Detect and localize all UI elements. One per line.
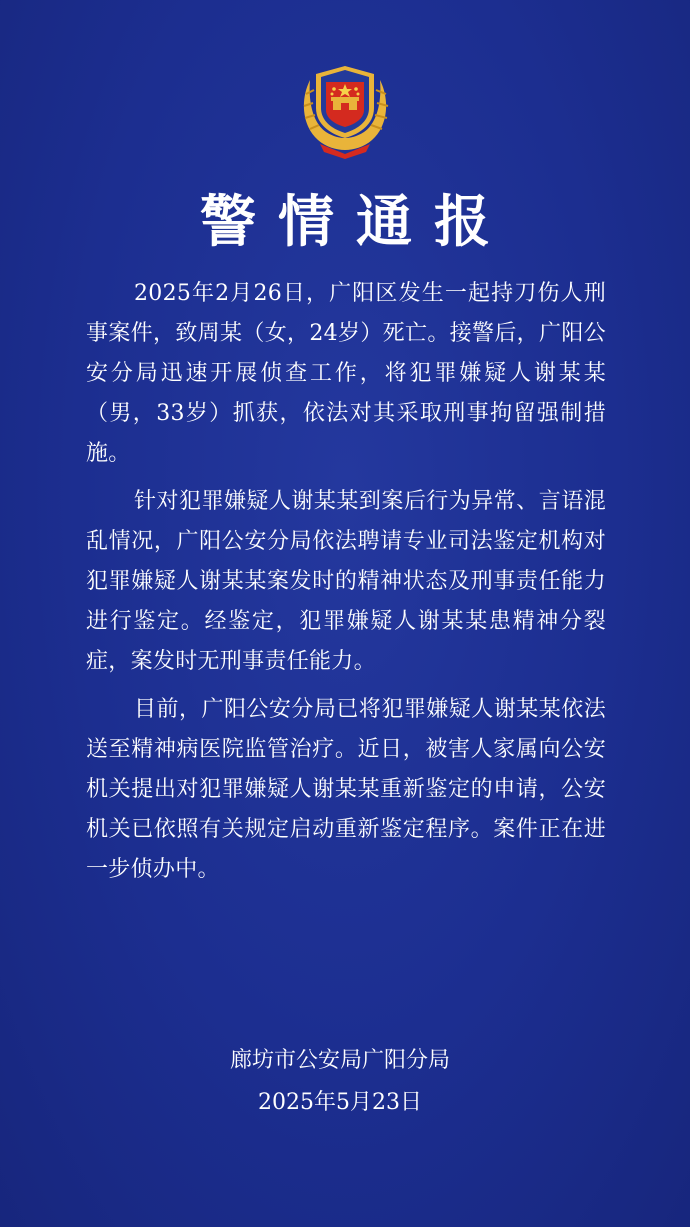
notice-body: [86, 274, 606, 898]
notice-paragraph-3: 目前，广阳公安分局已将犯罪嫌疑人谢某某依法送至精神病医院监管治疗。近日，被害人家属向公安机关提出对犯罪嫌疑人谢某某重新鉴定的申请，公安机关已依照有关规定启动重新鉴定程序。案件正在进一步侦办中。: [86, 697, 606, 882]
notice-paragraph-2: 针对犯罪嫌疑人谢某某到案后行为异常、言语混乱情况，广阳公安分局依法聘请专业司法鉴定机构对犯罪嫌疑人谢某某案发时的精神状态及刑事责任能力进行鉴定。经鉴定，犯罪嫌疑人谢某某患精神分裂症，案发时无刑事责任能力。: [86, 489, 606, 674]
signature-date: 2025年5月23日: [258, 1090, 422, 1115]
signature-organization: 廊坊市公安局广阳分局: [229, 1048, 450, 1073]
notice-paragraph-1: 2025年2月26日，广阳区发生一起持刀伤人刑事案件，致周某（女，24岁）死亡。接警后，广阳公安分局迅速开展侦查工作，将犯罪嫌疑人谢某某（男，33岁）抓获，依法对其采取刑事拘留强制措施。: [86, 281, 606, 466]
police-emblem-icon: [296, 60, 394, 160]
notice-title: 警情通报: [200, 190, 512, 255]
